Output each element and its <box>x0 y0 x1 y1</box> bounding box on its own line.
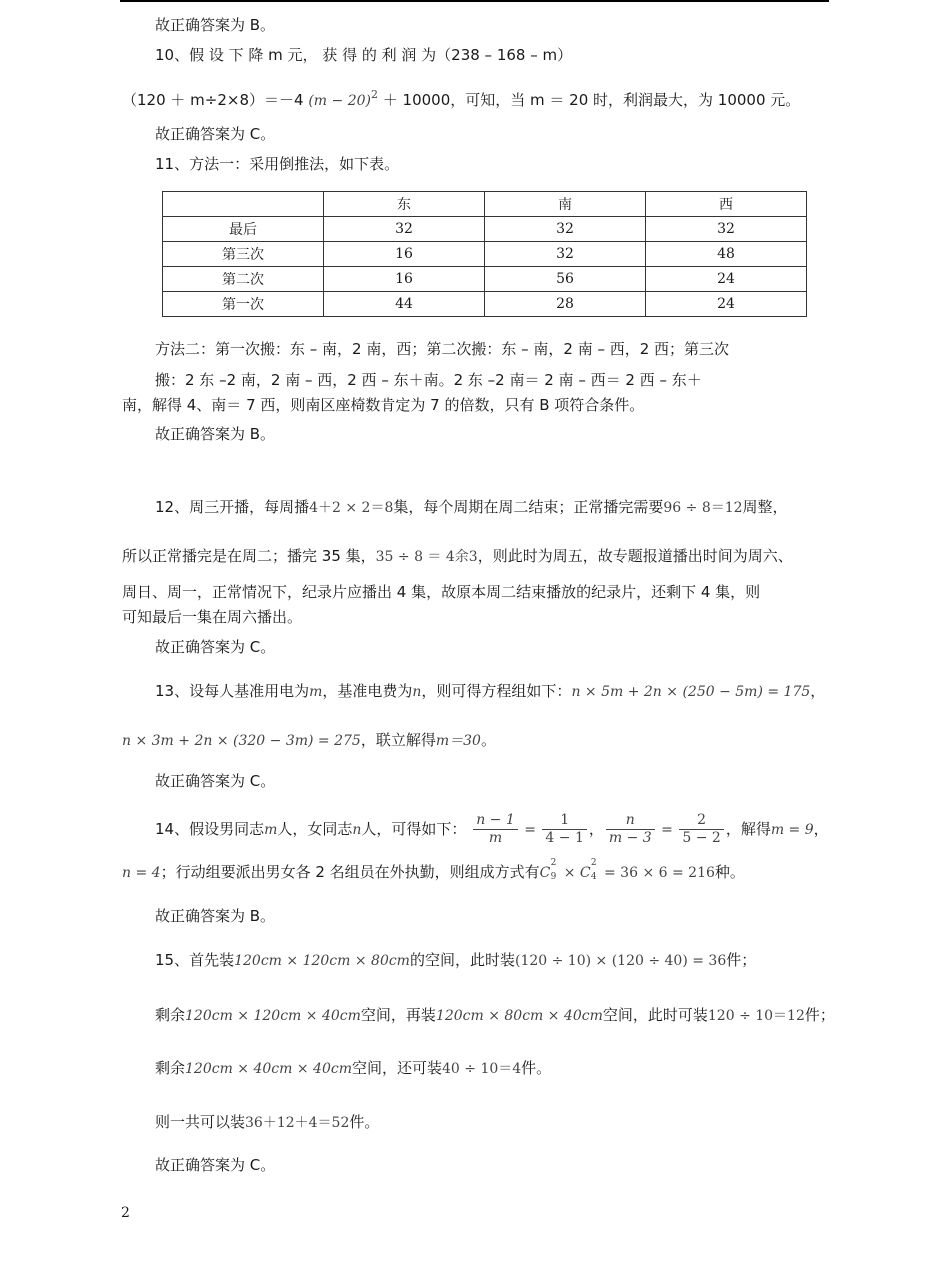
answer-9: 故正确答案为 B。 <box>155 16 276 34</box>
q14-text-e: ， <box>813 820 829 838</box>
table-cell: 44 <box>324 292 485 317</box>
q15-text-d: 剩余 <box>155 1006 186 1024</box>
fraction-denominator: m <box>488 830 503 846</box>
q15-text-k: 则一共可以装 <box>155 1113 246 1131</box>
q15-dim-2: 120cm × 120cm × 40cm <box>185 1008 361 1024</box>
q10-line2 <box>122 85 800 111</box>
q12-text-e: ，则此时为周五，故专题报道播出时间为周六、 <box>477 547 793 565</box>
q10-exponent: 2 <box>370 88 378 101</box>
answer-14: 故正确答案为 B。 <box>155 907 276 925</box>
table-cell: 56 <box>485 267 646 292</box>
q15-dim-4: 120cm × 40cm × 40cm <box>185 1061 352 1077</box>
table-cell: 32 <box>485 217 646 242</box>
q14-text-b: 人，女同志 <box>277 820 353 838</box>
answer-11: 故正确答案为 B。 <box>155 425 276 443</box>
table-cell: 32 <box>646 217 807 242</box>
combination-sup: 2 <box>590 858 597 868</box>
answer-13: 故正确答案为 C。 <box>155 772 276 790</box>
q14-text-c: 人，可得如下： <box>361 820 467 838</box>
fraction-numerator: 1 <box>542 812 586 830</box>
q11-line1: 11、方法一：采用倒推法，如下表。 <box>155 155 400 173</box>
q14-solution-n: n = 4 <box>122 865 161 881</box>
q15-text-a: 15、首先装 <box>155 951 235 969</box>
table-row <box>163 217 807 242</box>
q12-line1 <box>155 497 788 518</box>
table-cell: 48 <box>646 242 807 267</box>
q12-text-c: 周整， <box>742 498 788 516</box>
q12-line4: 可知最后一集在周六播出。 <box>122 608 303 626</box>
q14-text-f: ；行动组要派出男女各 2 名组员在外执勤，则组成方式有 <box>160 863 540 881</box>
q13-solution: m＝30 <box>435 733 481 749</box>
q15-text-i: 空间，还可装 <box>351 1059 442 1077</box>
q10-expr-a: （120 ＋ m÷2×8）＝－4 <box>122 91 309 109</box>
q13-text-c: ，则可得方程组如下： <box>421 682 572 700</box>
q15-line1 <box>155 950 756 971</box>
q11-method2-line2: 搬：2 东 –2 南，2 南 – 西，2 西 – 东＋南。2 东 –2 南＝ 2 南 – 西＝ 2 西 – 东＋ <box>155 371 702 389</box>
table-row-label: 第三次 <box>163 242 324 267</box>
q14-solution-m: m = 9 <box>770 822 814 838</box>
table-header-cell: 东 <box>324 192 485 217</box>
q15-calc-3: 40 ÷ 10＝4 <box>442 1061 522 1077</box>
answer-12: 故正确答案为 C。 <box>155 638 276 656</box>
q14-fraction-2 <box>542 812 586 847</box>
q11-method2-line3: 南，解得 4、南＝ 7 西，则南区座椅数肯定为 7 的倍数，只有 B 项符合条件。 <box>122 396 645 414</box>
times-symbol: × <box>559 865 580 881</box>
answer-15: 故正确答案为 C。 <box>155 1156 276 1174</box>
table-cell: 32 <box>485 242 646 267</box>
q13-text-f: 。 <box>480 731 496 749</box>
q15-text-b: 的空间，此时装 <box>409 951 515 969</box>
table-cell: 24 <box>646 267 807 292</box>
fraction-denominator: 4 − 1 <box>545 830 584 846</box>
q14-comma: ， <box>588 820 604 838</box>
q12-text-a: 12、周三开播，每周播 <box>155 498 310 516</box>
combination-sup: 2 <box>550 858 557 868</box>
q15-line2 <box>155 1005 835 1026</box>
q12-math-b: 96 ÷ 8＝12 <box>663 500 743 516</box>
q12-line2 <box>122 546 793 567</box>
q14-fraction-4 <box>679 812 723 847</box>
q15-total: 36＋12＋4＝52 <box>245 1115 350 1131</box>
table-header-cell <box>163 192 324 217</box>
combination-c4-2 <box>579 858 600 883</box>
table-cell: 24 <box>646 292 807 317</box>
table-header-row <box>163 192 807 217</box>
q13-text-b: ，基准电费为 <box>322 682 413 700</box>
q12-text-b: 集，每个周期在周二结束；正常播完需要 <box>393 498 664 516</box>
q15-text-e: 空间，再装 <box>360 1006 436 1024</box>
q15-text-c: 件； <box>726 951 757 969</box>
q15-calc-2: 120 ÷ 10＝12 <box>707 1008 805 1024</box>
table-header-cell: 南 <box>485 192 646 217</box>
combination-sub: 4 <box>590 872 597 882</box>
fraction-numerator: 2 <box>679 812 723 830</box>
q13-equation-1: n × 5m + 2n × (250 − 5m) = 175 <box>571 684 811 700</box>
table-row-label: 最后 <box>163 217 324 242</box>
q15-text-l: 件。 <box>349 1113 380 1131</box>
q12-math-a: 4＋2 × 2＝8 <box>309 500 394 516</box>
page-number: 2 <box>121 1205 130 1221</box>
fraction-denominator: 5 − 2 <box>682 830 721 846</box>
q14-text-d: ，解得 <box>725 820 771 838</box>
top-rule <box>120 0 829 2</box>
q12-line3: 周日、周一，正常情况下，纪录片应播出 4 集，故原本周二结束播放的纪录片，还剩下 4 集，则 <box>122 583 761 601</box>
q14-var-m: m <box>264 822 278 838</box>
q14-line1: 14、假设男同志m人，女同志n人，可得如下： $\frac{n - 1}{m}$ = $\frac{1}{4 - 1}$ ， $\frac{n}{m - 3}$ = $\frac{2}{5 - 2}$ ，解得m = 9， <box>155 812 829 846</box>
q14-fraction-1 <box>473 812 518 847</box>
q14-text-g: 种。 <box>714 863 745 881</box>
q14-line2 <box>122 858 745 883</box>
table-cell: 28 <box>485 292 646 317</box>
q13-var-n: n <box>412 684 422 700</box>
q13-line1 <box>155 681 825 702</box>
q15-line3 <box>155 1058 551 1079</box>
table-row <box>163 292 807 317</box>
q14-fraction-3 <box>606 812 655 847</box>
table-cell: 16 <box>324 267 485 292</box>
answer-10: 故正确答案为 C。 <box>155 125 276 143</box>
table-cell: 32 <box>324 217 485 242</box>
q13-line2 <box>122 730 496 751</box>
q13-text-e: ，联立解得 <box>360 731 436 749</box>
combination-symbol: C <box>579 865 591 881</box>
q14-text-a: 14、假设男同志 <box>155 820 265 838</box>
table-header-cell: 西 <box>646 192 807 217</box>
q10-square: (m − 20) <box>308 93 371 109</box>
reverse-table <box>162 191 807 317</box>
q10-expr-b: ＋ 10000，可知，当 m ＝ 20 时，利润最大，为 10000 元。 <box>377 91 801 109</box>
fraction-denominator: m − 3 <box>608 830 652 846</box>
combination-symbol: C <box>539 865 551 881</box>
combination-sub: 9 <box>550 872 557 882</box>
q15-calc-1: (120 ÷ 10) × (120 ÷ 40) = 36 <box>514 953 727 969</box>
q15-text-g: 件； <box>804 1006 835 1024</box>
table-row-label: 第一次 <box>163 292 324 317</box>
q14-result: = 36 × 6 = 216 <box>599 865 715 881</box>
q15-dim-3: 120cm × 80cm × 40cm <box>435 1008 603 1024</box>
fraction-numerator: n − 1 <box>473 812 518 830</box>
q11-method2-line1: 方法二：第一次搬：东 – 南，2 南，西；第二次搬：东 – 南，2 南 – 西，2 西；第三次 <box>155 340 730 358</box>
combination-c9-2 <box>539 858 560 883</box>
table-cell: 16 <box>324 242 485 267</box>
q13-text-a: 13、设每人基准用电为 <box>155 682 310 700</box>
q15-line4 <box>155 1112 379 1133</box>
table-row <box>163 242 807 267</box>
q14-var-n: n <box>352 822 362 838</box>
table-row-label: 第二次 <box>163 267 324 292</box>
q10-line1: 10、假 设 下 降 m 元， 获 得 的 利 润 为（238 – 168 – m） <box>155 46 573 64</box>
q15-text-h: 剩余 <box>155 1059 186 1077</box>
q13-text-d: ， <box>810 682 826 700</box>
fraction-numerator: n <box>606 812 655 830</box>
q15-text-j: 件。 <box>521 1059 552 1077</box>
table-row <box>163 267 807 292</box>
q12-math-c: 35 ÷ 8 ＝ 4余3 <box>375 549 478 565</box>
q13-equation-2: n × 3m + 2n × (320 − 3m) = 275 <box>122 733 361 749</box>
q15-text-f: 空间，此时可装 <box>602 1006 708 1024</box>
q13-var-m: m <box>309 684 323 700</box>
q12-text-d: 所以正常播完是在周二；播完 35 集， <box>122 547 376 565</box>
q15-dim-1: 120cm × 120cm × 80cm <box>234 953 410 969</box>
